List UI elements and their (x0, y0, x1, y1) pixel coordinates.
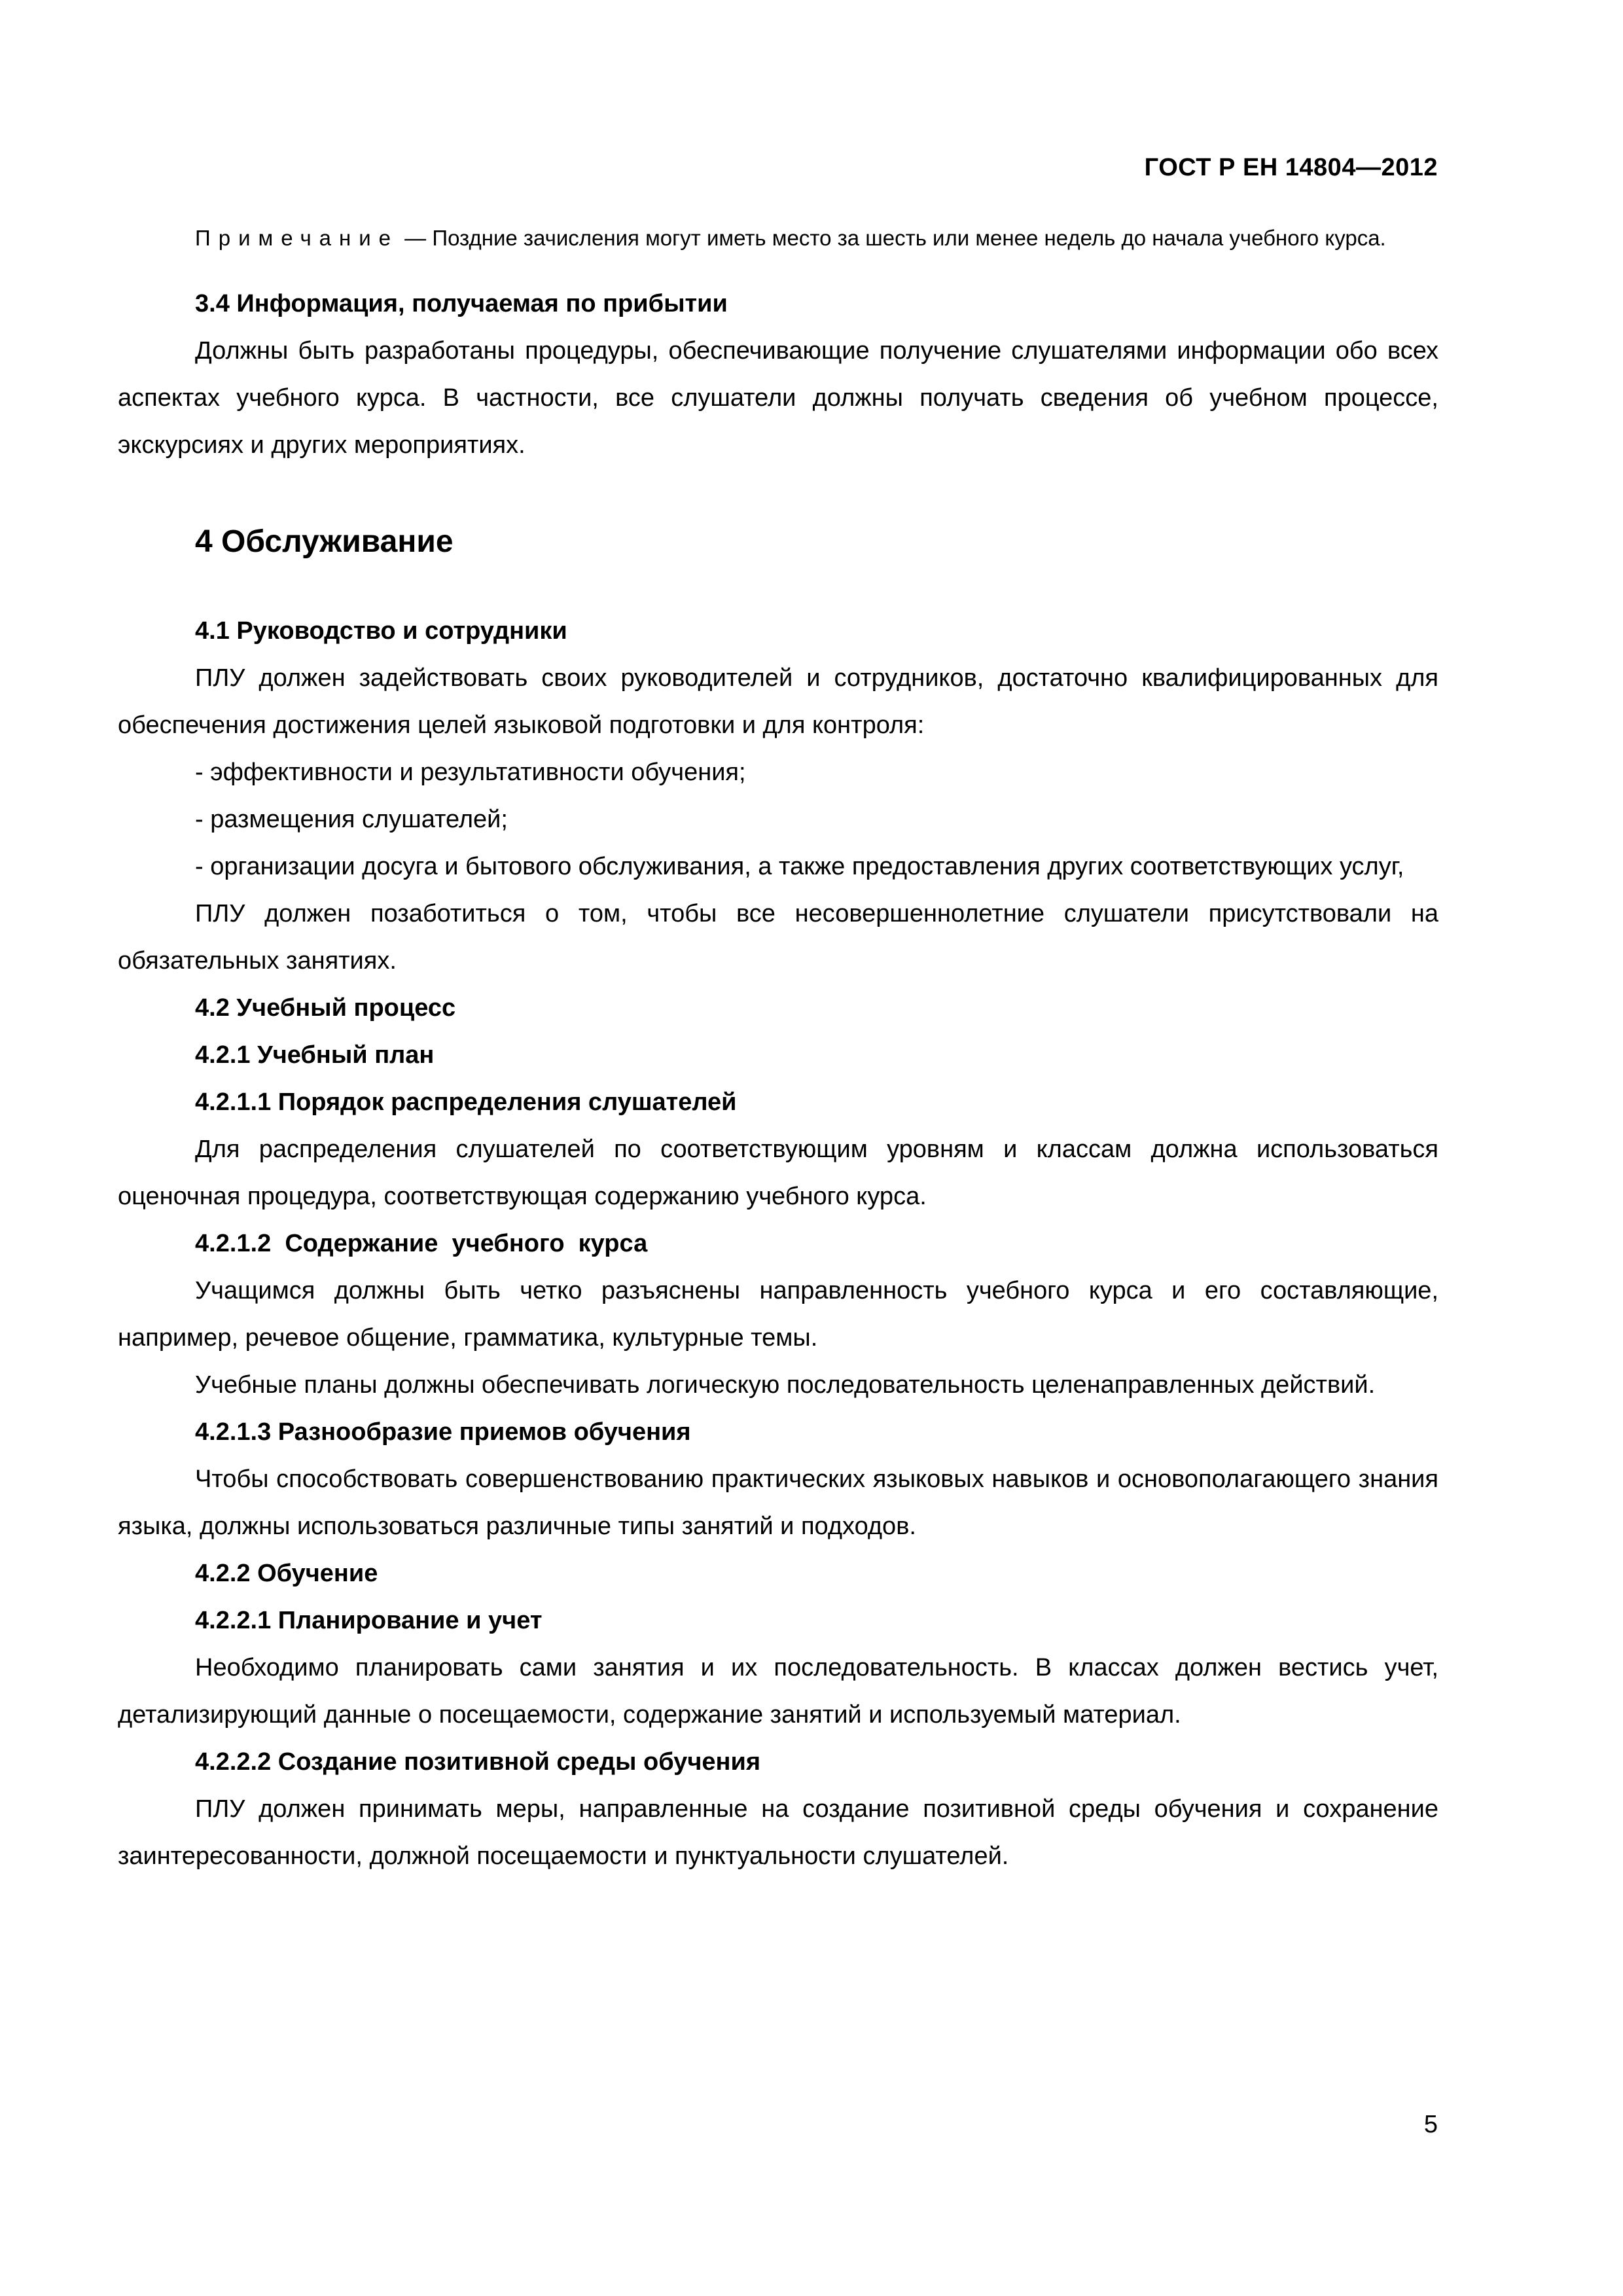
section-4-2-2-heading: 4.2.2 Обучение (195, 1560, 378, 1587)
section-4-2-1-1-paragraph: Для распределения слушателей по соответствующим уровням и классам должна использоваться оценочная процедура, соответствующая содержанию учебного курса. (118, 1136, 1438, 1210)
section-4-2-2-2-paragraph: ПЛУ должен принимать меры, направленные на создание позитивной среды обучения и сохранение заинтересованности, должной посещаемости и пунктуальности слушателей. (118, 1795, 1438, 1870)
section-4-heading: 4 Обслуживание (195, 524, 454, 559)
spacer (118, 260, 1438, 280)
section-4-2-2-2-heading: 4.2.2.2 Создание позитивной среды обучения (195, 1748, 760, 1776)
section-4-1-heading: 4.1 Руководство и сотрудники (195, 617, 567, 645)
spacer (118, 469, 1438, 518)
section-4-2-1-2-heading: 4.2.1.2 Содержание учебного курса (195, 1230, 648, 1257)
list-item: - размещения слушателей; (195, 806, 508, 833)
section-4-2-1-heading: 4.2.1 Учебный план (195, 1041, 435, 1069)
page-number: 5 (1423, 2111, 1438, 2138)
section-4-2-1-1-heading: 4.2.1.1 Порядок распределения слушателей (195, 1088, 737, 1116)
section-4-2-heading: 4.2 Учебный процесс (195, 994, 456, 1022)
section-4-2-2-1-heading: 4.2.2.1 Планирование и учет (195, 1607, 543, 1634)
section-4-2-1-3-heading: 4.2.1.3 Разнообразие приемов обучения (195, 1418, 691, 1446)
section-4-1-paragraph-2: ПЛУ должен позаботиться о том, чтобы все несовершеннолетние слушатели присутствовали на обязательных занятиях. (118, 900, 1438, 975)
note-paragraph (118, 216, 1438, 260)
list-item: - эффективности и результативности обучения; (195, 759, 746, 786)
section-3-4-heading: 3.4 Информация, получаемая по прибытии (195, 290, 728, 317)
section-4-2-1-3-paragraph: Чтобы способствовать совершенствованию практических языковых навыков и основополагающего знания языка, должны использоваться различные типы занятий и подходов. (118, 1465, 1438, 1540)
section-3-4-paragraph: Должны быть разработаны процедуры, обеспечивающие получение слушателями информации обо всех аспектах учебного курса. В частности, все слушатели должны получать сведения об учебном процессе, экскурсиях и других мероприятиях. (118, 337, 1438, 459)
section-4-2-1-2-paragraph: Учащимся должны быть четко разъяснены направленность учебного курса и его составляющие, например, речевое общение, грамматика, культурные темы. (118, 1277, 1438, 1352)
note-text: — Поздние зачисления могут иметь место за шесть или менее недель до начала учебного курса. (399, 226, 1386, 250)
section-4-2-2-1-paragraph: Необходимо планировать сами занятия и их последовательность. В классах должен вестись учет, детализирующий данные о посещаемости, содержание занятий и используемый материал. (118, 1654, 1438, 1729)
list-item: - организации досуга и бытового обслуживания, а также предоставления других соответствующих услуг, (195, 853, 1404, 880)
section-4-1-paragraph: ПЛУ должен задействовать своих руководителей и сотрудников, достаточно квалифицированных для обеспечения достижения целей языковой подготовки и для контроля: (118, 664, 1438, 739)
page-content (118, 216, 1438, 1880)
section-4-2-1-2-paragraph-2: Учебные планы должны обеспечивать логическую последовательность целенаправленных действий. (195, 1371, 1376, 1399)
document-code: ГОСТ Р ЕН 14804—2012 (1144, 154, 1438, 181)
spacer (118, 565, 1438, 607)
note-label: Примечание (195, 226, 399, 250)
